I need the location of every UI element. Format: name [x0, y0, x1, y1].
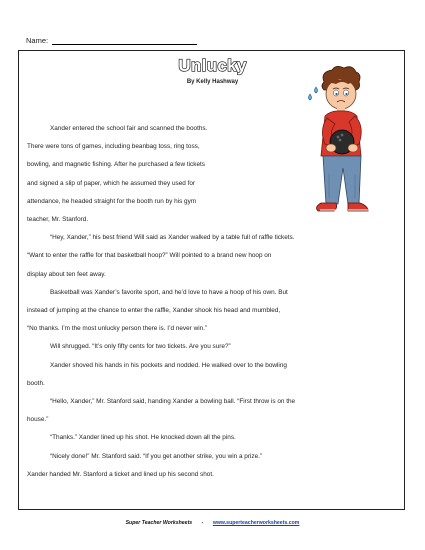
story-line: Xander entered the school fair and scanned the booths.: [50, 125, 208, 132]
story-line: Will shrugged. “It’s only fifty cents for two tickets. Are you sure?”: [50, 343, 231, 351]
story-line: Xander handed Mr. Stanford a ticket and lined up his second shot.: [27, 470, 214, 478]
name-blank: [52, 36, 197, 45]
story-line: attendance, he headed straight for the booth run by his gym: [27, 197, 197, 205]
story-line: “Thanks.” Xander lined up his shot. He knocked down all the pins.: [50, 434, 236, 442]
name-label: Name:: [26, 36, 49, 45]
story-title: Unlucky: [178, 56, 247, 75]
eye: [333, 90, 338, 96]
story-line: Xander shoved his hands in his pockets and nodded. He walked over to the bowling: [50, 361, 287, 369]
story-line: “Hello, Xander,” Mr. Stanford said, handing Xander a bowling ball. “First throw is on the: [50, 398, 296, 406]
story-line: There were tons of games, including beanbag toss, ring toss,: [27, 143, 200, 151]
footer-separator: -: [201, 520, 204, 526]
story-text: [27, 120, 399, 484]
name-line: [26, 36, 197, 45]
story-line: “Hey, Xander,” his best friend Will said as Xander walked by a table full of raffle tickets.: [50, 234, 295, 242]
story-line: instead of jumping at the chance to enter the raffle, Xander shook his head and mumbled,: [27, 307, 281, 315]
story-line: “No thanks. I’m the most unlucky person there is. I’d never win.”: [27, 325, 208, 333]
story-byline: By Kelly Hashway: [186, 79, 239, 85]
story-line: “Want to enter the raffle for that basketball hoop?” Will pointed to a brand new hoop on: [27, 252, 272, 260]
footer-website-link[interactable]: www.superteacherworksheets.com: [212, 520, 300, 526]
page-footer: [0, 520, 425, 526]
story-line: house.”: [27, 416, 49, 424]
story-line: and signed a slip of paper, which he assumed they used for: [27, 179, 196, 187]
story-line: bowling, and magnetic fishing. After he purchased a few tickets: [27, 161, 205, 169]
head: [326, 79, 356, 109]
sweat-drop: [309, 94, 312, 100]
story-line: Basketball was Xander’s favorite sport, and he’d love to have a hoop of his own. But: [50, 288, 288, 296]
sweat-drop: [315, 87, 318, 93]
story-line: “Nicely done!” Mr. Stanford said. “If you get another strike, you win a prize.”: [50, 452, 263, 460]
story-line: display about ten feet away.: [27, 270, 106, 278]
eye: [343, 90, 348, 96]
story-line: teacher, Mr. Stanford.: [27, 216, 89, 224]
footer-brand: Super Teacher Worksheets: [125, 520, 193, 526]
story-line: booth.: [27, 379, 45, 387]
